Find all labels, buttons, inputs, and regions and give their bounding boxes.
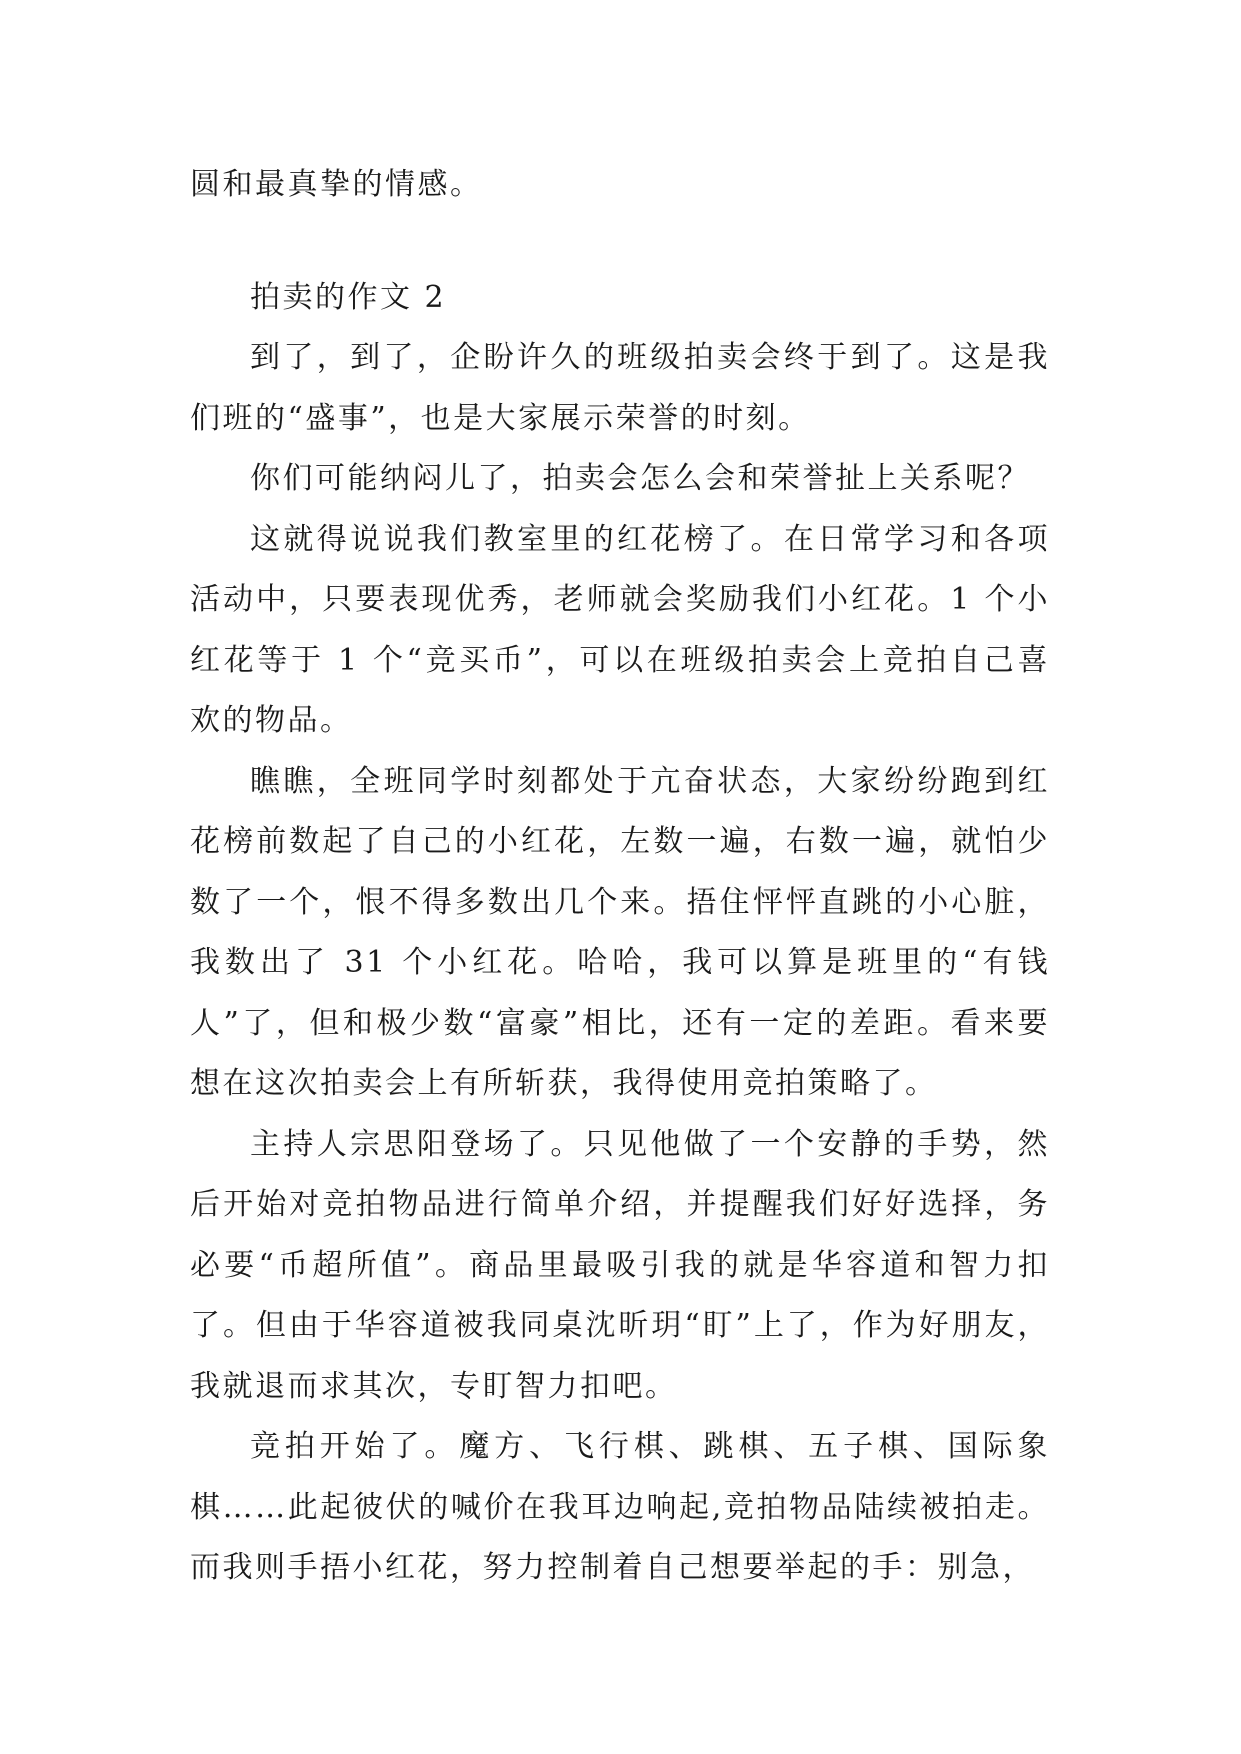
paragraph-2: 你们可能纳闷儿了，拍卖会怎么会和荣誉扯上关系呢？ <box>250 461 1030 496</box>
continuation-text: 圆和最真挚的情感。 <box>190 167 483 202</box>
paragraph-3: 这就得说说我们教室里的红花榜了。在日常学习和各项活动中，只要表现优秀，老师就会奖励我们小红花。1 个小红花等于 1 个“竞买币”，可以在班级拍卖会上竞拍自己喜欢的物品。 <box>190 521 1050 738</box>
paragraph-1: 到了，到了，企盼许久的班级拍卖会终于到了。这是我们班的“盛事”，也是大家展示荣誉的时刻。 <box>190 340 1050 436</box>
paragraph-5: 主持人宗思阳登场了。只见他做了一个安静的手势，然后开始对竞拍物品进行简单介绍，并提醒我们好好选择，务必要“币超所值”。商品里最吸引我的就是华容道和智力扣了。但由于华容道被我同桌沈昕玥“盯”上了，作为好朋友，我就退而求其次，专盯智力扣吧。 <box>190 1126 1050 1404</box>
paragraph-6: 竞拍开始了。魔方、飞行棋、跳棋、五子棋、国际象棋……此起彼伏的喊价在我耳边响起,竞拍物品陆续被拍走。而我则手捂小红花，努力控制着自己想要举起的手：别急， <box>190 1429 1050 1585</box>
paragraph-4: 瞧瞧，全班同学时刻都处于亢奋状态，大家纷纷跑到红花榜前数起了自己的小红花，左数一遍，右数一遍，就怕少数了一个，恨不得多数出几个来。捂住怦怦直跳的小心脏，我数出了 31 个小红花。哈哈，我可以算是班里的“有钱人”了，但和极少数“富豪”相比，还有一定的差距。看来要想在这次拍卖会上有所斩获，我得使用竞拍策略了。 <box>190 763 1050 1101</box>
document-body <box>190 155 1050 1599</box>
essay-title: 拍卖的作文 2 <box>250 279 447 315</box>
